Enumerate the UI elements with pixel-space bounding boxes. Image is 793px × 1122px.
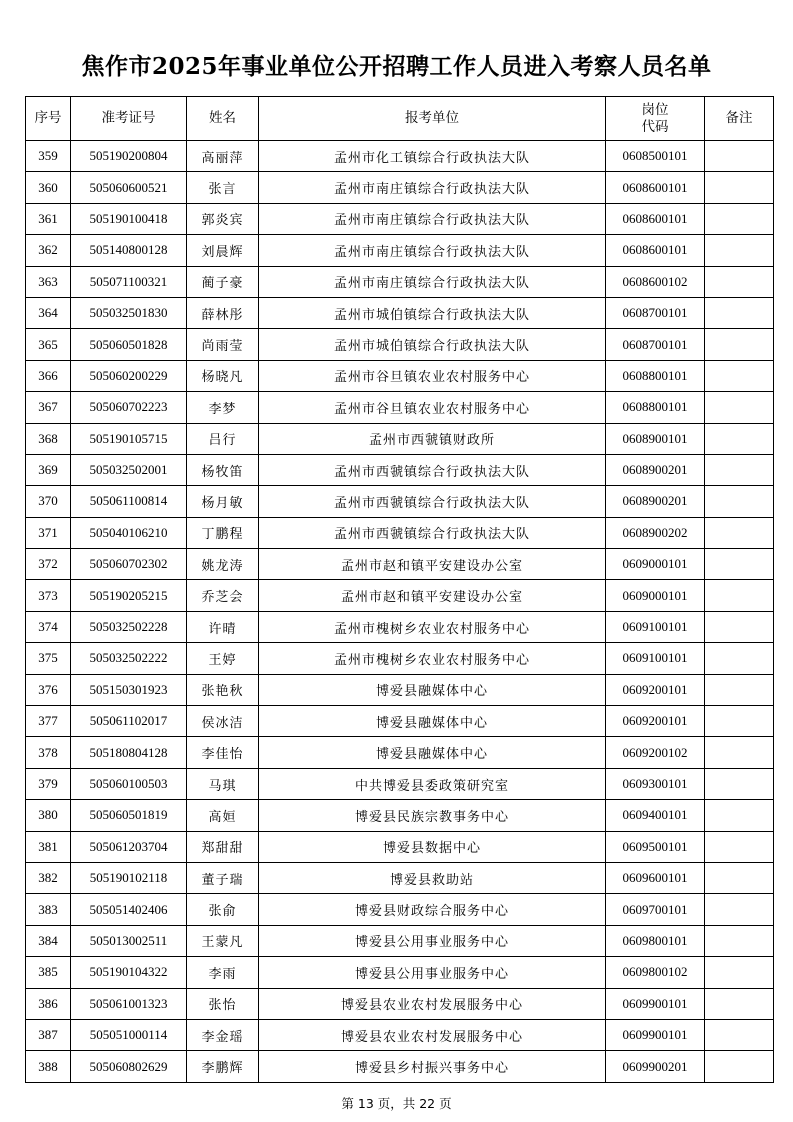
cell-position-code: 0609800102 <box>606 957 705 988</box>
table-row <box>26 800 774 831</box>
table-row <box>26 266 774 297</box>
page-footer: 第 13 页，共 22 页 <box>341 1096 452 1111</box>
table-row <box>26 486 774 517</box>
cell-name: 张言 <box>187 172 259 203</box>
cell-exam-id: 505060702302 <box>71 549 187 580</box>
cell-no: 381 <box>26 831 71 862</box>
table-row <box>26 172 774 203</box>
cell-note <box>705 957 774 988</box>
cell-no: 383 <box>26 894 71 925</box>
cell-exam-id: 505060200229 <box>71 360 187 391</box>
cell-name: 刘晨辉 <box>187 235 259 266</box>
cell-note <box>705 549 774 580</box>
cell-name: 王蒙凡 <box>187 925 259 956</box>
cell-note <box>705 517 774 548</box>
cell-position-code: 0609200101 <box>606 674 705 705</box>
cell-exam-id: 505032502228 <box>71 611 187 642</box>
table-row <box>26 454 774 485</box>
cell-position-code: 0609900101 <box>606 988 705 1019</box>
cell-name: 马琪 <box>187 768 259 799</box>
cell-note <box>705 862 774 893</box>
cell-position-code: 0609400101 <box>606 800 705 831</box>
cell-unit: 孟州市南庄镇综合行政执法大队 <box>259 172 606 203</box>
cell-position-code: 0608800101 <box>606 360 705 391</box>
cell-exam-id: 505190104322 <box>71 957 187 988</box>
cell-position-code: 0608600102 <box>606 266 705 297</box>
table-row <box>26 706 774 737</box>
cell-exam-id: 505190100418 <box>71 203 187 234</box>
cell-position-code: 0609300101 <box>606 768 705 799</box>
cell-no: 385 <box>26 957 71 988</box>
candidate-table <box>25 96 774 1083</box>
cell-name: 蔺子豪 <box>187 266 259 297</box>
cell-unit: 博爱县农业农村发展服务中心 <box>259 1019 606 1050</box>
cell-no: 370 <box>26 486 71 517</box>
cell-no: 369 <box>26 454 71 485</box>
table-row <box>26 549 774 580</box>
cell-no: 388 <box>26 1051 71 1082</box>
cell-unit: 孟州市赵和镇平安建设办公室 <box>259 549 606 580</box>
cell-unit: 孟州市化工镇综合行政执法大队 <box>259 141 606 172</box>
table-row <box>26 894 774 925</box>
cell-unit: 孟州市槐树乡农业农村服务中心 <box>259 643 606 674</box>
table-row <box>26 862 774 893</box>
table-row <box>26 392 774 423</box>
table-row <box>26 329 774 360</box>
cell-name: 吕行 <box>187 423 259 454</box>
table-row <box>26 957 774 988</box>
cell-position-code: 0609000101 <box>606 549 705 580</box>
cell-no: 364 <box>26 297 71 328</box>
cell-unit: 孟州市西虢镇财政所 <box>259 423 606 454</box>
cell-no: 366 <box>26 360 71 391</box>
cell-exam-id: 505060600521 <box>71 172 187 203</box>
cell-position-code: 0609600101 <box>606 862 705 893</box>
cell-name: 郭炎宾 <box>187 203 259 234</box>
cell-name: 张怡 <box>187 988 259 1019</box>
cell-name: 张艳秋 <box>187 674 259 705</box>
cell-position-code: 0609000101 <box>606 580 705 611</box>
cell-position-code: 0609800101 <box>606 925 705 956</box>
header-position-code-line2: 代码 <box>641 118 669 135</box>
cell-name: 杨晓凡 <box>187 360 259 391</box>
cell-position-code: 0608900202 <box>606 517 705 548</box>
cell-position-code: 0608500101 <box>606 141 705 172</box>
cell-note <box>705 988 774 1019</box>
cell-unit: 博爱县融媒体中心 <box>259 706 606 737</box>
table-row <box>26 674 774 705</box>
cell-exam-id: 505180804128 <box>71 737 187 768</box>
cell-exam-id: 505013002511 <box>71 925 187 956</box>
cell-exam-id: 505190205215 <box>71 580 187 611</box>
cell-unit: 孟州市谷旦镇农业农村服务中心 <box>259 392 606 423</box>
cell-name: 李佳怡 <box>187 737 259 768</box>
cell-no: 379 <box>26 768 71 799</box>
cell-note <box>705 454 774 485</box>
cell-no: 377 <box>26 706 71 737</box>
cell-name: 王婷 <box>187 643 259 674</box>
cell-unit: 博爱县财政综合服务中心 <box>259 894 606 925</box>
cell-note <box>705 172 774 203</box>
cell-exam-id: 505040106210 <box>71 517 187 548</box>
cell-name: 杨月敏 <box>187 486 259 517</box>
cell-name: 薛林彤 <box>187 297 259 328</box>
cell-position-code: 0609900101 <box>606 1019 705 1050</box>
cell-no: 361 <box>26 203 71 234</box>
cell-position-code: 0608600101 <box>606 203 705 234</box>
cell-unit: 博爱县融媒体中心 <box>259 674 606 705</box>
table-row <box>26 297 774 328</box>
header-name: 姓名 <box>187 97 259 141</box>
cell-no: 363 <box>26 266 71 297</box>
cell-unit: 博爱县公用事业服务中心 <box>259 925 606 956</box>
cell-no: 382 <box>26 862 71 893</box>
cell-no: 376 <box>26 674 71 705</box>
header-position-code <box>606 97 705 141</box>
header-unit: 报考单位 <box>259 97 606 141</box>
table-row <box>26 768 774 799</box>
table-row <box>26 423 774 454</box>
table-row <box>26 235 774 266</box>
cell-unit: 博爱县公用事业服务中心 <box>259 957 606 988</box>
cell-unit: 博爱县农业农村发展服务中心 <box>259 988 606 1019</box>
cell-note <box>705 1019 774 1050</box>
cell-no: 380 <box>26 800 71 831</box>
table-row <box>26 643 774 674</box>
table-row <box>26 737 774 768</box>
cell-name: 杨牧笛 <box>187 454 259 485</box>
cell-note <box>705 611 774 642</box>
table-row <box>26 1051 774 1082</box>
cell-name: 李雨 <box>187 957 259 988</box>
cell-no: 360 <box>26 172 71 203</box>
header-exam-id: 准考证号 <box>71 97 187 141</box>
cell-note <box>705 643 774 674</box>
page-title: 焦作市2025年事业单位公开招聘工作人员进入考察人员名单 <box>81 53 712 80</box>
cell-note <box>705 141 774 172</box>
cell-name: 董子瑞 <box>187 862 259 893</box>
cell-exam-id: 505060100503 <box>71 768 187 799</box>
cell-unit: 孟州市南庄镇综合行政执法大队 <box>259 235 606 266</box>
header-position-code-line1: 岗位 <box>641 101 669 118</box>
cell-exam-id: 505060802629 <box>71 1051 187 1082</box>
cell-exam-id: 505060501828 <box>71 329 187 360</box>
cell-exam-id: 505061100814 <box>71 486 187 517</box>
table-row <box>26 611 774 642</box>
cell-name: 姚龙涛 <box>187 549 259 580</box>
cell-unit: 孟州市城伯镇综合行政执法大队 <box>259 297 606 328</box>
cell-no: 362 <box>26 235 71 266</box>
cell-name: 侯冰洁 <box>187 706 259 737</box>
cell-position-code: 0608900201 <box>606 454 705 485</box>
cell-position-code: 0609500101 <box>606 831 705 862</box>
table-row <box>26 580 774 611</box>
cell-exam-id: 505051402406 <box>71 894 187 925</box>
cell-name: 乔芝会 <box>187 580 259 611</box>
cell-name: 李梦 <box>187 392 259 423</box>
cell-name: 丁鹏程 <box>187 517 259 548</box>
cell-no: 359 <box>26 141 71 172</box>
cell-position-code: 0609100101 <box>606 643 705 674</box>
cell-note <box>705 266 774 297</box>
table-row <box>26 360 774 391</box>
table-row <box>26 517 774 548</box>
cell-note <box>705 235 774 266</box>
cell-name: 许晴 <box>187 611 259 642</box>
cell-exam-id: 505061001323 <box>71 988 187 1019</box>
cell-note <box>705 706 774 737</box>
cell-no: 367 <box>26 392 71 423</box>
cell-position-code: 0609700101 <box>606 894 705 925</box>
cell-note <box>705 831 774 862</box>
table-row <box>26 203 774 234</box>
cell-position-code: 0608900101 <box>606 423 705 454</box>
table-body <box>26 141 774 1083</box>
cell-note <box>705 486 774 517</box>
cell-position-code: 0608900201 <box>606 486 705 517</box>
cell-unit: 博爱县乡村振兴事务中心 <box>259 1051 606 1082</box>
cell-name: 李鹏辉 <box>187 1051 259 1082</box>
cell-unit: 博爱县融媒体中心 <box>259 737 606 768</box>
cell-note <box>705 1051 774 1082</box>
cell-exam-id: 505032502001 <box>71 454 187 485</box>
cell-no: 371 <box>26 517 71 548</box>
cell-position-code: 0608800101 <box>606 392 705 423</box>
cell-note <box>705 423 774 454</box>
cell-exam-id: 505150301923 <box>71 674 187 705</box>
cell-no: 375 <box>26 643 71 674</box>
cell-no: 368 <box>26 423 71 454</box>
cell-note <box>705 329 774 360</box>
table-row <box>26 831 774 862</box>
cell-position-code: 0608600101 <box>606 172 705 203</box>
cell-name: 高丽萍 <box>187 141 259 172</box>
cell-exam-id: 505051000114 <box>71 1019 187 1050</box>
cell-note <box>705 580 774 611</box>
cell-position-code: 0609200102 <box>606 737 705 768</box>
cell-name: 高姮 <box>187 800 259 831</box>
cell-no: 365 <box>26 329 71 360</box>
cell-unit: 孟州市南庄镇综合行政执法大队 <box>259 203 606 234</box>
cell-name: 尚雨莹 <box>187 329 259 360</box>
cell-no: 373 <box>26 580 71 611</box>
cell-position-code: 0608700101 <box>606 329 705 360</box>
cell-exam-id: 505061203704 <box>71 831 187 862</box>
cell-note <box>705 894 774 925</box>
cell-unit: 博爱县救助站 <box>259 862 606 893</box>
cell-position-code: 0608700101 <box>606 297 705 328</box>
cell-position-code: 0609200101 <box>606 706 705 737</box>
cell-no: 378 <box>26 737 71 768</box>
cell-exam-id: 505190102118 <box>71 862 187 893</box>
cell-unit: 孟州市南庄镇综合行政执法大队 <box>259 266 606 297</box>
cell-exam-id: 505032501830 <box>71 297 187 328</box>
cell-exam-id: 505032502222 <box>71 643 187 674</box>
cell-note <box>705 203 774 234</box>
cell-unit: 孟州市西虢镇综合行政执法大队 <box>259 454 606 485</box>
cell-position-code: 0609100101 <box>606 611 705 642</box>
cell-no: 386 <box>26 988 71 1019</box>
cell-exam-id: 505061102017 <box>71 706 187 737</box>
cell-no: 387 <box>26 1019 71 1050</box>
cell-note <box>705 674 774 705</box>
cell-exam-id: 505140800128 <box>71 235 187 266</box>
cell-exam-id: 505190105715 <box>71 423 187 454</box>
cell-exam-id: 505071100321 <box>71 266 187 297</box>
cell-note <box>705 360 774 391</box>
cell-no: 384 <box>26 925 71 956</box>
cell-position-code: 0609900201 <box>606 1051 705 1082</box>
header-note: 备注 <box>705 97 774 141</box>
cell-exam-id: 505060702223 <box>71 392 187 423</box>
cell-note <box>705 768 774 799</box>
cell-name: 张俞 <box>187 894 259 925</box>
cell-note <box>705 297 774 328</box>
cell-position-code: 0608600101 <box>606 235 705 266</box>
table-row <box>26 141 774 172</box>
cell-unit: 孟州市槐树乡农业农村服务中心 <box>259 611 606 642</box>
cell-note <box>705 800 774 831</box>
cell-unit: 孟州市赵和镇平安建设办公室 <box>259 580 606 611</box>
cell-unit: 博爱县民族宗教事务中心 <box>259 800 606 831</box>
cell-unit: 孟州市西虢镇综合行政执法大队 <box>259 486 606 517</box>
cell-unit: 孟州市西虢镇综合行政执法大队 <box>259 517 606 548</box>
cell-unit: 中共博爱县委政策研究室 <box>259 768 606 799</box>
cell-unit: 孟州市谷旦镇农业农村服务中心 <box>259 360 606 391</box>
table-header-row <box>26 97 774 141</box>
table-row <box>26 925 774 956</box>
cell-exam-id: 505190200804 <box>71 141 187 172</box>
cell-name: 郑甜甜 <box>187 831 259 862</box>
cell-no: 374 <box>26 611 71 642</box>
cell-note <box>705 392 774 423</box>
cell-exam-id: 505060501819 <box>71 800 187 831</box>
cell-no: 372 <box>26 549 71 580</box>
cell-unit: 孟州市城伯镇综合行政执法大队 <box>259 329 606 360</box>
table-row <box>26 988 774 1019</box>
header-no: 序号 <box>26 97 71 141</box>
cell-note <box>705 925 774 956</box>
cell-note <box>705 737 774 768</box>
cell-name: 李金瑶 <box>187 1019 259 1050</box>
table-row <box>26 1019 774 1050</box>
cell-unit: 博爱县数据中心 <box>259 831 606 862</box>
